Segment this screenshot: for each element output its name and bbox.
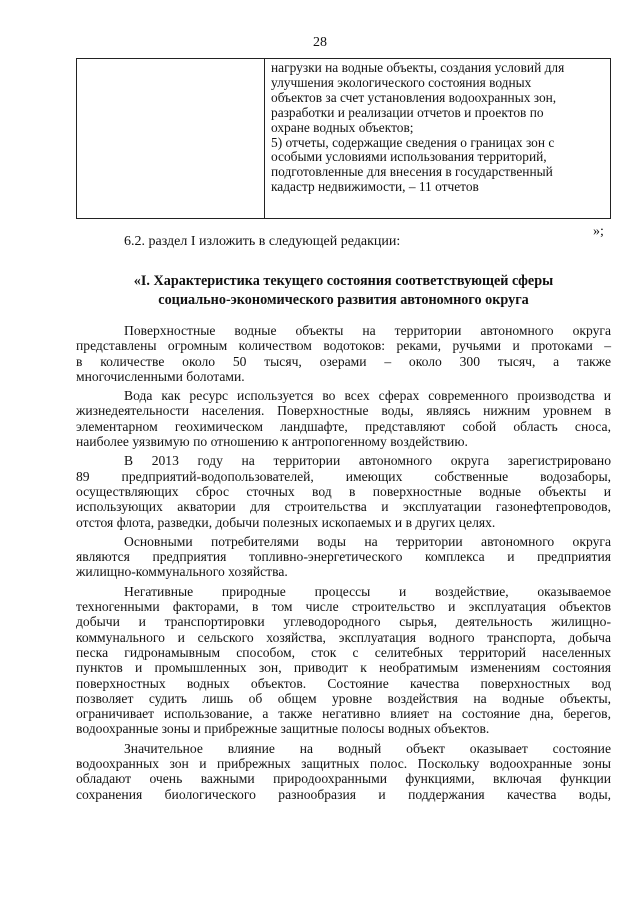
text-line: коммунального и сельского хозяйства, эксплуатация водного транспорта, добыча xyxy=(76,629,611,645)
text-line: наиболее уязвимую по отношению к антропогенному воздействию. xyxy=(76,434,468,450)
table-cell-empty xyxy=(77,59,265,219)
text-line: техногенными факторами, в том числе строительство и эксплуатация объектов xyxy=(76,599,611,615)
table-line: улучшения экологического состояния водных xyxy=(271,74,532,90)
text-line: жизнедеятельности населения. Поверхностные воды, являясь нижним уровнем в xyxy=(76,403,611,419)
table-line: особыми условиями использования территорий, xyxy=(271,149,547,165)
text-line: поверхностных водных объектов. Состояние качества поверхностных вод xyxy=(76,675,611,691)
text-line: 89 предприятий-водопользователей, имеющих собственные водозаборы, xyxy=(76,468,611,484)
paragraph xyxy=(76,741,611,802)
table-row xyxy=(77,59,611,219)
text-line: в количестве около 50 тысяч, озерами – около 300 тысяч, а также xyxy=(76,353,611,369)
text-line: сохранения биологического разнообразия и поддержания качества воды, xyxy=(76,786,611,802)
amendment-instruction: 6.2. раздел I изложить в следующей редакции: xyxy=(124,234,401,249)
table-line: разработки и реализации отчетов и проектов по xyxy=(271,104,544,120)
text-line: использующих акватории для строительства и эксплуатации газонефтепроводов, xyxy=(76,499,611,515)
text-line: Значительное влияние на водный объект оказывает состояние xyxy=(124,740,611,756)
paragraph xyxy=(76,453,611,529)
closing-quote-mark: »; xyxy=(593,224,604,239)
text-line: добычи и транспортировки углеводородного сырья, деятельность жилищно- xyxy=(76,614,611,630)
text-line: водоохранные зоны и прибрежные защитные полосы водных объектов. xyxy=(76,721,490,737)
text-line: Основными потребителями воды на территории автономного округа xyxy=(124,533,611,549)
table-line: кадастр недвижимости, – 11 отчетов xyxy=(271,179,479,195)
table-line: объектов за счет установления водоохранных зон, xyxy=(271,89,557,105)
text-line: Негативные природные процессы и воздействие, оказываемое xyxy=(124,583,611,599)
section-heading xyxy=(76,272,611,310)
paragraph xyxy=(76,388,611,449)
table-cell-text xyxy=(265,59,611,219)
paragraph xyxy=(76,534,611,580)
text-line: водоохранных зон и прибрежных защитных полос. Поскольку водоохранные зоны xyxy=(76,756,611,772)
body-text xyxy=(76,323,611,806)
text-line: ограничивает использование, а также негативно влияет на состояние дна, берегов, xyxy=(76,706,611,722)
section-heading-line-2: социально-экономического развития автономного округа xyxy=(158,292,529,308)
section-heading-line-1: «I. Характеристика текущего состояния соответствующей сферы xyxy=(133,273,554,289)
text-line: обладают очень важными природоохранными функциями, включая функции xyxy=(76,771,611,787)
table-line: охране водных объектов; xyxy=(271,119,414,135)
text-line: элементарном геохимическом ландшафте, представляют собой область сноса, xyxy=(76,418,611,434)
continuation-table xyxy=(76,58,611,219)
table-line: подготовленные для внесения в государственный xyxy=(271,164,553,180)
text-line: представлены огромным количеством водотоков: реками, ручьями и протоками – xyxy=(76,338,611,354)
text-line: В 2013 году на территории автономного округа зарегистрировано xyxy=(124,453,611,469)
text-line: Поверхностные водные объекты на территории автономного округа xyxy=(124,323,611,338)
text-line: отстоя флота, разведки, добычи полезных ископаемых и в других целях. xyxy=(76,514,496,530)
text-line: являются предприятия топливно-энергетического комплекса и предприятия xyxy=(76,549,611,565)
text-line: Вода как ресурс используется во всех сферах современного производства и xyxy=(124,388,611,404)
text-line: осуществляющих сброс сточных вод в поверхностные водные объекты и xyxy=(76,483,611,499)
paragraph xyxy=(76,323,611,384)
table-line: нагрузки на водные объекты, создания условий для xyxy=(271,60,565,75)
table-line: 5) отчеты, содержащие сведения о границах зон с xyxy=(271,134,555,150)
page-number: 28 xyxy=(313,35,327,50)
text-line: жилищно-коммунального хозяйства. xyxy=(76,564,288,580)
text-line: песка гидронамывным способом, сток с селитебных территорий населенных xyxy=(76,644,611,660)
text-line: пунктов и промышленных зон, приводит к необратимым изменениям состояния xyxy=(76,660,611,676)
text-line: позволяет судить лишь об общем уровне воздействия на водные объекты, xyxy=(76,690,611,706)
paragraph xyxy=(76,584,611,737)
text-line: многочисленными болотами. xyxy=(76,368,245,384)
